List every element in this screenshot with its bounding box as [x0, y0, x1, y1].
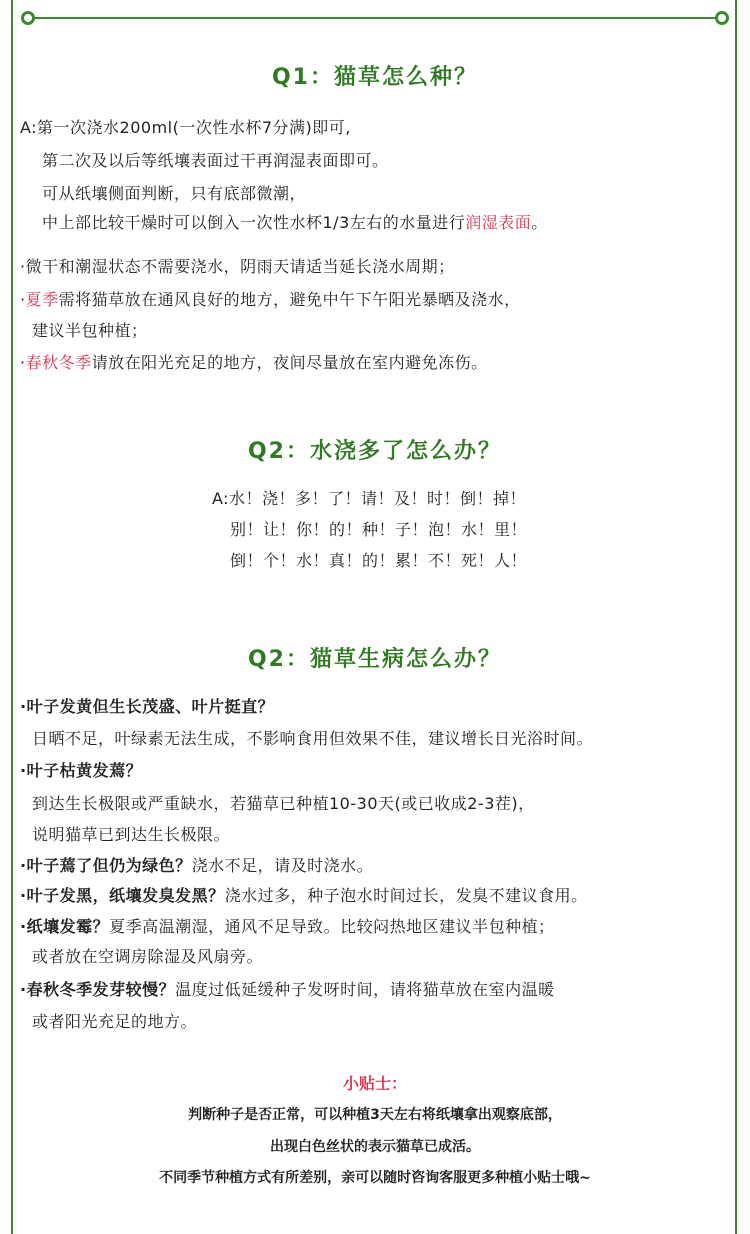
q1-answer-end: 。	[531, 213, 548, 232]
sick-item-2-q: ·叶子枯黄发蔫？	[20, 761, 143, 780]
q1-note-3-season: 春秋冬季	[25, 353, 92, 372]
sick-item-6	[20, 977, 555, 1000]
sick-item-4	[20, 883, 588, 906]
q2-water-line-2: 别！让！你！的！种！子！泡！水！里！	[230, 520, 528, 539]
q1-note-3-text: 请放在阳光充足的地方，夜间尽量放在室内避免冻伤。	[91, 353, 488, 372]
tips-line-1: 判断种子是否正常，可以种植3天左右将纸壤拿出观察底部，	[188, 1107, 562, 1123]
sick-item-5-a: 夏季高温潮湿，通风不足导致。比较闷热地区建议半包种植；	[109, 917, 555, 936]
q1-note-1: ·微干和潮湿状态不需要浇水，阴雨天请适当延长浇水周期；	[20, 257, 455, 276]
sick-item-1-q: ·叶子发黄但生长茂盛、叶片挺直？	[20, 697, 275, 716]
q1-answer-line-1: A:第一次浇水200ml(一次性水杯7分满)即可,	[20, 118, 351, 137]
sick-item-2-cont-1: 到达生长极限或严重缺水，若猫草已种植10-30天(或已收成2-3茬)，	[32, 794, 535, 813]
sick-item-6-cont-1: 或者阳光充足的地方。	[32, 1012, 198, 1031]
q1-answer-line-4-text: 中上部比较干燥时可以倒入一次性水杯1/3左右的水量进行	[42, 213, 466, 232]
right-ring-icon	[715, 11, 729, 25]
tips-line-2: 出现白色丝状的表示猫草已成活。	[270, 1139, 480, 1155]
tips-title: 小贴士：	[342, 1074, 407, 1093]
q1-answer-line-4	[42, 210, 548, 233]
q2-water-line-1: A:水！浇！多！了！请！及！时！倒！掉！	[212, 489, 527, 508]
q1-note-2-cont: 建议半包种植；	[32, 321, 148, 340]
sick-item-5	[20, 914, 555, 937]
q1-note-2-text: 需将猫草放在通风良好的地方，避免中午下午阳光暴晒及浇水，	[58, 290, 521, 309]
q1-note-3-bullet: ·	[20, 353, 26, 372]
sick-item-2-cont-2: 说明猫草已到达生长极限。	[32, 825, 231, 844]
sick-item-6-q: ·春秋冬季发芽较慢？	[20, 980, 176, 999]
q1-answer-line-2: 第二次及以后等纸壤表面过干再润湿表面即可。	[42, 151, 389, 170]
q1-heading: Q1：猫草怎么种？	[271, 65, 478, 90]
q2-water-heading: Q2：水浇多了怎么办？	[247, 439, 502, 464]
sick-item-4-a: 浇水过多，种子泡水时间过长，发臭不建议食用。	[224, 886, 588, 905]
q1-answer-line-3: 可从纸壤侧面判断，只有底部微潮，	[42, 184, 307, 203]
sick-item-6-a: 温度过低延缓种子发呀时间，请将猫草放在室内温暖	[175, 980, 555, 999]
sick-item-1-cont-1: 日晒不足，叶绿素无法生成，不影响食用但效果不佳，建议增长日光浴时间。	[32, 729, 594, 748]
sick-item-4-q: ·叶子发黑，纸壤发臭发黑？	[20, 886, 225, 905]
sick-item-5-cont-1: 或者放在空调房除湿及风扇旁。	[32, 947, 264, 966]
sick-item-2	[20, 758, 142, 781]
q2-water-line-3: 倒！个！水！真！的！累！不！死！人！	[230, 551, 528, 570]
sick-item-3-a: 浇水不足，请及时浇水。	[191, 856, 374, 875]
q2-sick-heading: Q2：猫草生病怎么办？	[247, 647, 502, 672]
tips-line-3: 不同季节种植方式有所差别，亲可以随时咨询客服更多种植小贴士哦~	[159, 1170, 591, 1186]
q1-note-2-season: 夏季	[25, 290, 59, 309]
left-ring-icon	[21, 11, 35, 25]
sick-item-5-q: ·纸壤发霉？	[20, 917, 110, 936]
q1-note-2	[20, 287, 521, 310]
sick-item-1	[20, 694, 274, 717]
sick-item-3-q: ·叶子蔫了但仍为绿色？	[20, 856, 192, 875]
frame-top-bar	[28, 17, 722, 19]
q1-note-3	[20, 350, 488, 373]
q1-answer-highlight: 润湿表面	[465, 213, 532, 232]
sick-item-3	[20, 853, 373, 876]
q1-note-2-bullet: ·	[20, 290, 26, 309]
